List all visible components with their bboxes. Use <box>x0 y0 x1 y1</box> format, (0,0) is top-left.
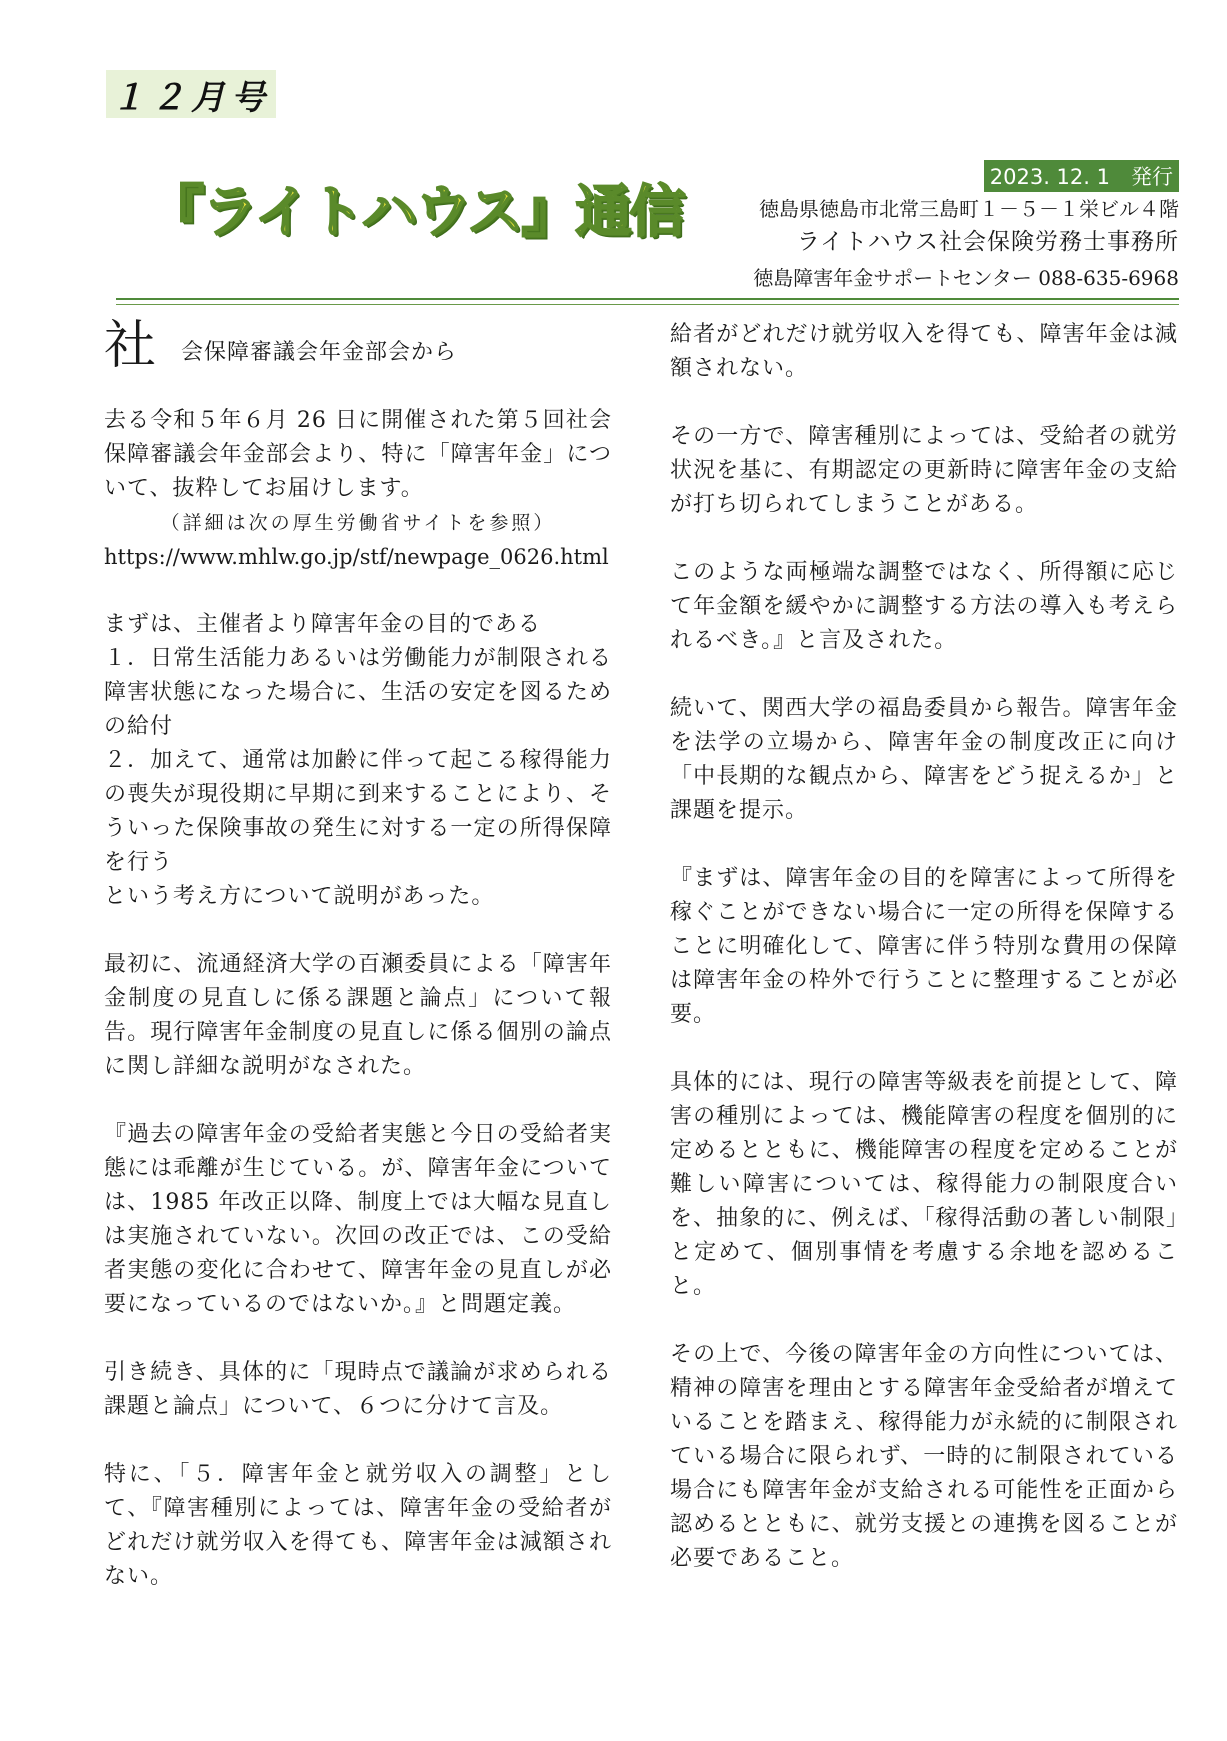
support-center-phone: 徳島障害年金サポートセンター 088-635-6968 <box>753 266 1179 290</box>
publish-date-badge: 2023. 12. 1 発行 <box>984 160 1179 192</box>
extreme-adjustment-paragraph: このような両極端な調整ではなく、所得額に応じて年金額を緩やかに調整する方法の導入も考えられるべき。』と言及された。 <box>670 560 1178 653</box>
first-report-paragraph: 最初に、流通経済大学の百瀬委員による「障害年金制度の見直しに係る課題と論点」について報告。現行障害年金制度の見直しに係る個別の論点に関し詳細な説明がなされた。 <box>104 952 612 1079</box>
concrete-proposal-paragraph: 具体的には、現行の障害等級表を前提として、障害の種別によっては、機能障害の程度を個別的に定めるとともに、機能障害の程度を定めることが難しい障害については、稼得能力の制限度合いを、抽象的に、例えば、「稼得活動の著しい制限」と定めて、個別事情を考慮する余地を認めること。 <box>670 1070 1178 1299</box>
left-column <box>104 316 612 1589</box>
header-divider <box>116 298 1179 300</box>
office-address: 徳島県徳島市北常三島町１－５－１栄ビル４階 <box>759 197 1179 221</box>
purpose-item-1: １．日常生活能力あるいは労働能力が制限される障害状態になった場合に、生活の安定を図るための給付 <box>104 646 612 739</box>
newsletter-title: 『ライトハウス』通信 <box>148 180 684 245</box>
purpose-quote-paragraph: 『まずは、障害年金の目的を障害によって所得を稼ぐことができない場合に一定の所得を保障することに明確化して、障害に伴う特別な費用の保障は障害年金の枠外で行うことに整理することが必要。 <box>670 866 1178 1027</box>
reference-note: （詳細は次の厚生労働省サイトを参照） <box>160 512 556 534</box>
issue-label: １２月号 <box>106 70 276 118</box>
reference-url[interactable]: https://www.mhlw.go.jp/stf/newpage_0626.html <box>104 545 609 569</box>
kansai-report-paragraph: 続いて、関西大学の福島委員から報告。障害年金を法学の立場から、障害年金の制度改正に向け「中長期的な観点から、障害をどう捉えるか」と課題を提示。 <box>670 696 1178 823</box>
income-adjustment-continued: 給者がどれだけ就労収入を得ても、障害年金は減額されない。 <box>670 322 1178 381</box>
heading-text: 会保障審議会年金部会から <box>181 340 458 365</box>
office-name: ライトハウス社会保険労務士事務所 <box>796 229 1179 255</box>
problem-quote-paragraph: 『過去の障害年金の受給者実態と今日の受給者実態には乖離が生じている。が、障害年金については、1985 年改正以降、制度上では大幅な見直しは実施されていない。次回の改正では、この受給者実態の変化に合わせて、障害年金の見直しが必要になっているのではないか。』と問題定義。 <box>104 1122 612 1317</box>
right-column <box>670 318 1178 1610</box>
intro-text: 去る令和５年６月 26 日に開催された第５回社会保障審議会年金部会より、特に「障害年金」について、抜粋してお届けします。 <box>104 408 612 501</box>
article-heading <box>104 318 612 374</box>
heading-initial: 社 <box>104 316 158 376</box>
purpose-paragraph <box>104 608 612 914</box>
purpose-item-2: ２．加えて、通常は加齢に伴って起こる稼得能力の喪失が現役期に早期に到来することにより、そういった保険事故の発生に対する一定の所得保障を行う <box>104 748 612 875</box>
header-divider-thin <box>116 304 1179 305</box>
six-points-paragraph: 引き続き、具体的に「現時点で議論が求められる課題と論点」について、６つに分けて言及。 <box>104 1360 612 1419</box>
intro-paragraph <box>104 404 612 574</box>
other-hand-paragraph: その一方で、障害種別によっては、受給者の就労状況を基に、有期認定の更新時に障害年金の支給が打ち切られてしまうことがある。 <box>670 424 1178 517</box>
future-direction-paragraph: その上で、今後の障害年金の方向性については、精神の障害を理由とする障害年金受給者が増えていることを踏まえ、稼得能力が永続的に制限されている場合に限られず、一時的に制限されている場合にも障害年金が支給される可能性を正面から認めるとともに、就労支援との連携を図ることが必要であること。 <box>670 1342 1178 1571</box>
income-adjustment-paragraph: 特に、「５．障害年金と就労収入の調整」として、『障害種別によっては、障害年金の受給者がどれだけ就労収入を得ても、障害年金は減額されない。 <box>104 1462 612 1589</box>
purpose-intro: まずは、主催者より障害年金の目的である <box>104 612 542 637</box>
purpose-end: という考え方について説明があった。 <box>104 884 495 909</box>
